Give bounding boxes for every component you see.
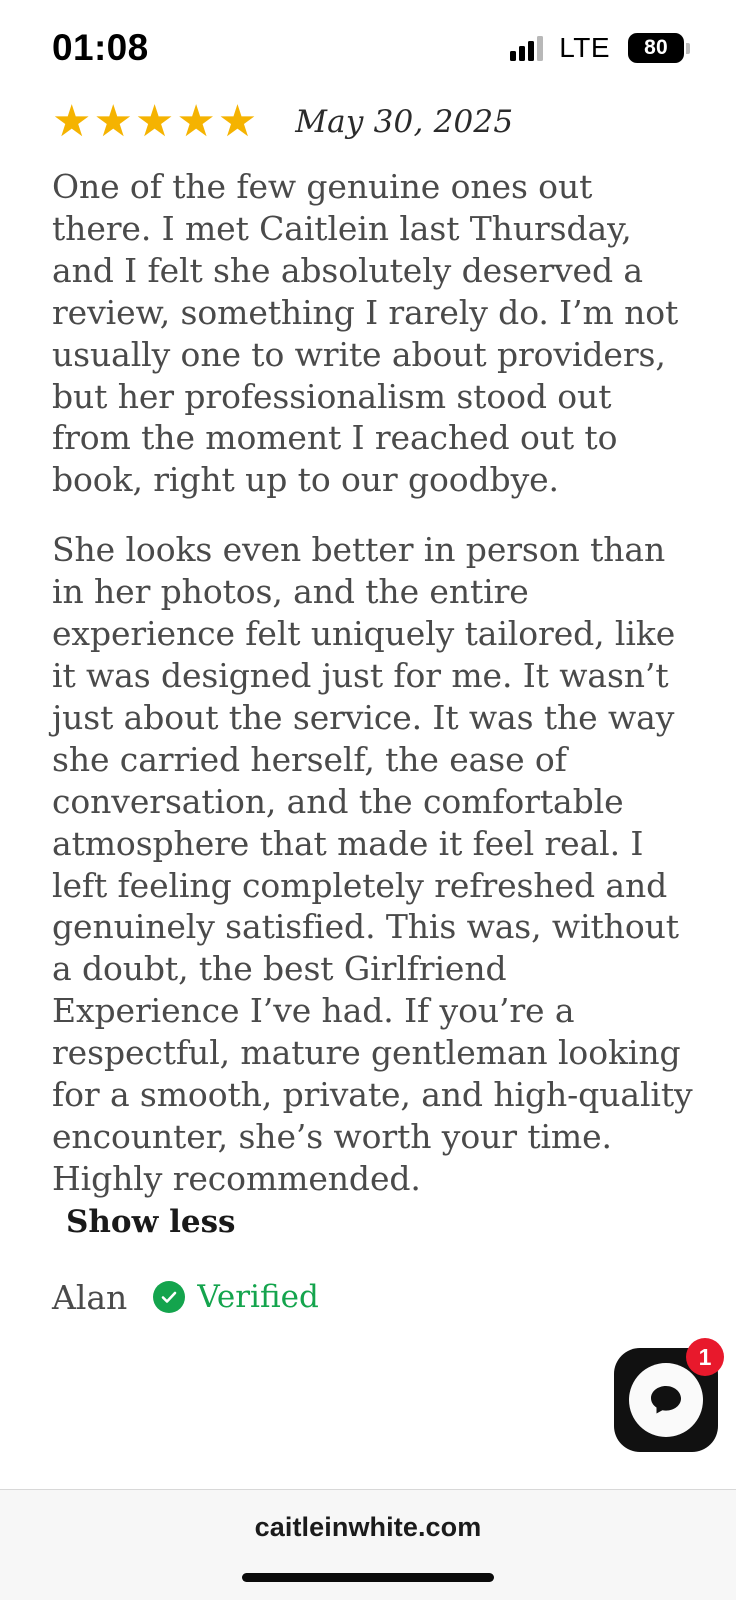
chat-bubble-icon [629,1363,703,1437]
status-bar-indicators [510,32,690,64]
review-text [52,166,696,1200]
site-domain-label[interactable]: caitleinwhite.com [254,1512,482,1542]
home-indicator[interactable] [242,1573,494,1582]
verified-badge-group [153,1279,319,1315]
signal-bars-icon [510,35,543,61]
network-type-label: LTE [559,32,610,63]
status-bar [0,0,736,96]
check-circle-icon [153,1281,185,1313]
chat-unread-badge: 1 [686,1338,724,1376]
battery-level-label: 80 [644,36,668,59]
review-date: May 30, 2025 [295,104,514,140]
chat-widget[interactable] [614,1343,718,1452]
review-paragraph-2: She looks even better in person than in her photos, and the entire experience felt uniquely tailored, like it was designed just for me. It wasn’t just about the service. It was the way she carried herself, the ease of conversation, and the comfortable atmosphere that made it feel real. I left feeling completely refreshed and genuinely satisfied. This was, without a doubt, the best Girlfriend Experience I’ve had. If you’re a respectful, mature gentleman looking for a smooth, private, and high-quality encounter, she’s worth your time. Highly recommended. [52,530,693,1198]
review-card [0,96,736,1317]
reviewer-name: Alan [52,1277,128,1317]
review-header [52,96,696,144]
battery-icon [628,33,690,63]
status-bar-time: 01:08 [52,27,149,68]
reviewer-row [52,1278,696,1317]
show-less-toggle[interactable]: Show less [66,1203,236,1240]
verified-label: Verified [197,1279,319,1316]
rating-stars: ★★★★★ [52,97,260,146]
browser-bottom-bar [0,1489,736,1600]
review-paragraph-1: One of the few genuine ones out there. I met Caitlein last Thursday, and I felt she absolutely deserved a review, something I rarely do. I’m not usually one to write about providers, but her professionalism stood out from the moment I reached out to book, right up to our goodbye. [52,167,679,500]
